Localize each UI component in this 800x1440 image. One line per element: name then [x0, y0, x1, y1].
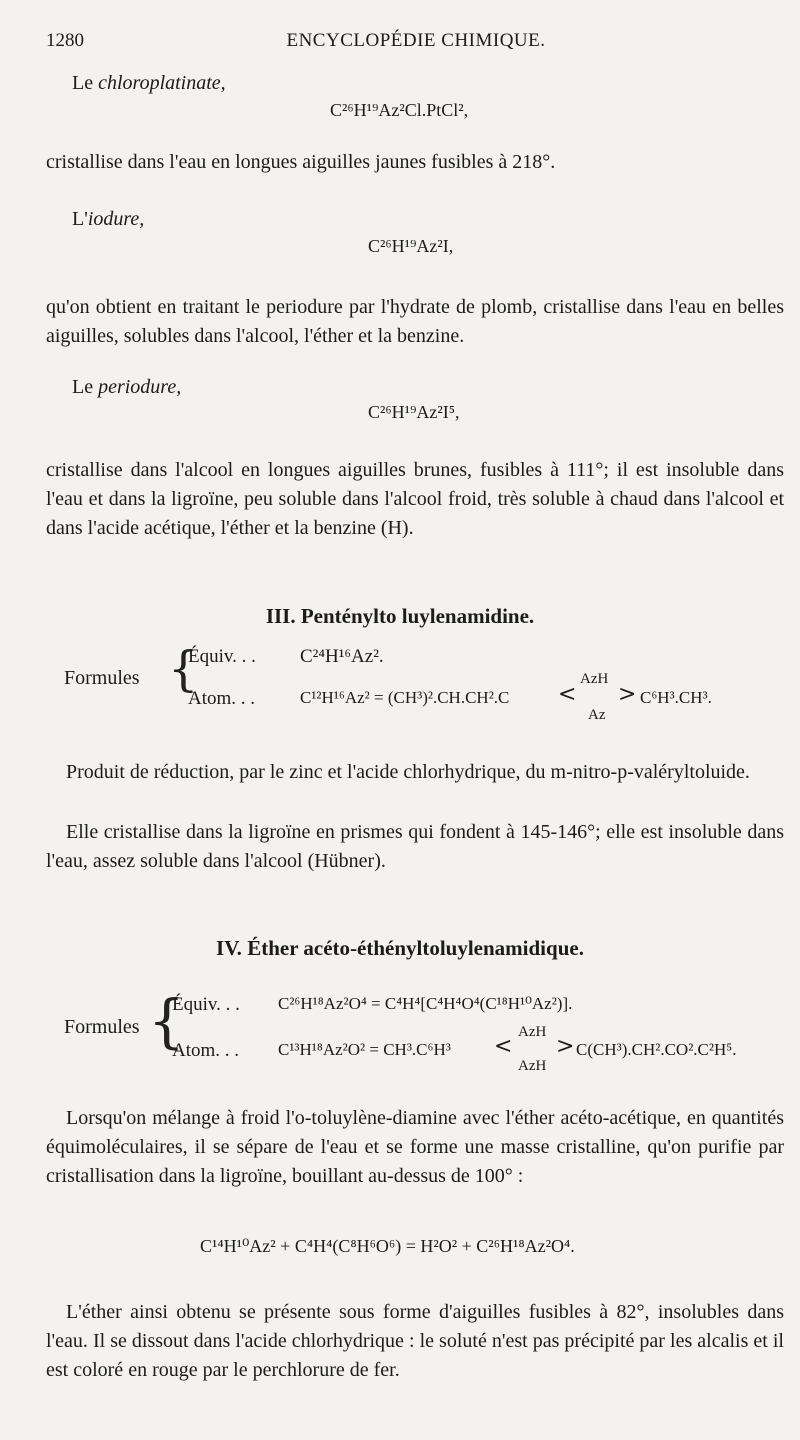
section-iv-brace: { — [148, 987, 185, 1055]
section-iv-atom-label: Atom. . . — [172, 1040, 240, 1061]
section-iii-equiv-label: Équiv. . . — [188, 646, 256, 667]
section-iv-atom-bottom: AzH — [518, 1058, 547, 1074]
running-title: ENCYCLOPÉDIE CHIMIQUE. — [286, 30, 546, 51]
section-iii-para-2: Elle cristallise dans la ligroïne en prismes qui fondent à 145-146°; elle est insoluble dans l'eau, assez soluble dans l'alcool (Hübner). — [46, 821, 784, 872]
page-number: 1280 — [46, 30, 84, 51]
section-iv-left-angle: < — [494, 1034, 513, 1059]
section-iii-atom-label: Atom. . . — [188, 688, 256, 709]
section-iv-formulas-label: Formules — [64, 1016, 140, 1038]
section-iii-para-1: Produit de réduction, par le zinc et l'acide chlorhydrique, du m-nitro-p-valéryltoluide. — [66, 761, 750, 783]
section-iv-title: Éther acéto-éthényltoluylenamidique. — [247, 936, 584, 960]
section-iv-numeral: IV. — [216, 936, 242, 960]
section-iii-atom-top: AzH — [580, 671, 609, 687]
section-iv-para-2: L'éther ainsi obtenu se présente sous forme d'aiguilles fusibles à 82°, insolubles dans l'eau. Il se dissout dans l'acide chlorhydrique : le soluté n'est pas précipité par les alcalis et il est coloré en rouge par le perchlorure de fer. — [46, 1301, 784, 1381]
section-iii-formulas-label: Formules — [64, 667, 140, 689]
section-iii-left-angle: < — [558, 682, 577, 707]
section-iii-brace: { — [168, 641, 199, 697]
chloroplatinate-label: Le chloroplatinate, — [72, 72, 226, 94]
section-iii-numeral: III. — [265, 604, 296, 628]
running-header — [46, 30, 786, 54]
section-iv-equiv-formula: C²⁶H¹⁸Az²O⁴ = C⁴H⁴[C⁴H⁴O⁴(C¹⁸H¹⁰Az²)]. — [278, 994, 573, 1013]
section-iv-atom-formula-left: C¹³H¹⁸Az²O² = CH³.C⁶H³ — [278, 1040, 451, 1059]
section-iv-right-angle: > — [556, 1034, 575, 1059]
section-iv-heading — [0, 936, 800, 961]
periodure-formula: C²⁶H¹⁹Az²I⁵, — [368, 402, 460, 422]
section-iii-equiv-formula: C²⁴H¹⁶Az². — [300, 646, 384, 667]
periodure-text: cristallise dans l'alcool en longues aiguilles brunes, fusibles à 111°; il est insoluble dans l'eau et dans la ligroïne, peu soluble dans l'alcool froid, très soluble à chaud dans l'alcool et dans l'acide acétique, l'éther et la benzine (H). — [46, 459, 784, 539]
periodure-label: Le periodure, — [72, 376, 182, 398]
section-iii-heading — [0, 604, 800, 629]
chloroplatinate-text: cristallise dans l'eau en longues aiguilles jaunes fusibles à 218°. — [46, 151, 556, 173]
section-iii-atom-formula-right: C⁶H³.CH³. — [640, 688, 712, 707]
section-iii-atom-bottom: Az — [588, 707, 606, 723]
chloroplatinate-formula: C²⁶H¹⁹Az²Cl.PtCl², — [330, 100, 469, 120]
section-iv-atom-top: AzH — [518, 1024, 547, 1040]
section-iv-equiv-label: Équiv. . . — [172, 994, 240, 1015]
section-iv-equation: C¹⁴H¹⁰Az² + C⁴H⁴(C⁸H⁶O⁶) = H²O² + C²⁶H¹⁸Az²O⁴. — [200, 1236, 575, 1256]
section-iii-atom-formula-left: C¹²H¹⁶Az² = (CH³)².CH.CH².C — [300, 688, 510, 707]
iodure-label: L'iodure, — [72, 208, 145, 230]
iodure-formula: C²⁶H¹⁹Az²I, — [368, 236, 454, 256]
section-iii-title: Penténylto luylenamidine. — [300, 604, 535, 628]
section-iv-atom-formula-right: C(CH³).CH².CO².C²H⁵. — [576, 1040, 737, 1059]
section-iv-para-1: Lorsqu'on mélange à froid l'o-toluylène-diamine avec l'éther acéto-acétique, en quantités équimoléculaires, il se sépare de l'eau et se forme une masse cristalline, qu'on purifie par cristallisation dans la ligroïne, bouillant au-dessus de 100° : — [46, 1107, 784, 1187]
iodure-text: qu'on obtient en traitant le periodure par l'hydrate de plomb, cristallise dans l'eau en belles aiguilles, solubles dans l'alcool, l'éther et la benzine. — [46, 296, 784, 347]
section-iii-right-angle: > — [618, 682, 637, 707]
